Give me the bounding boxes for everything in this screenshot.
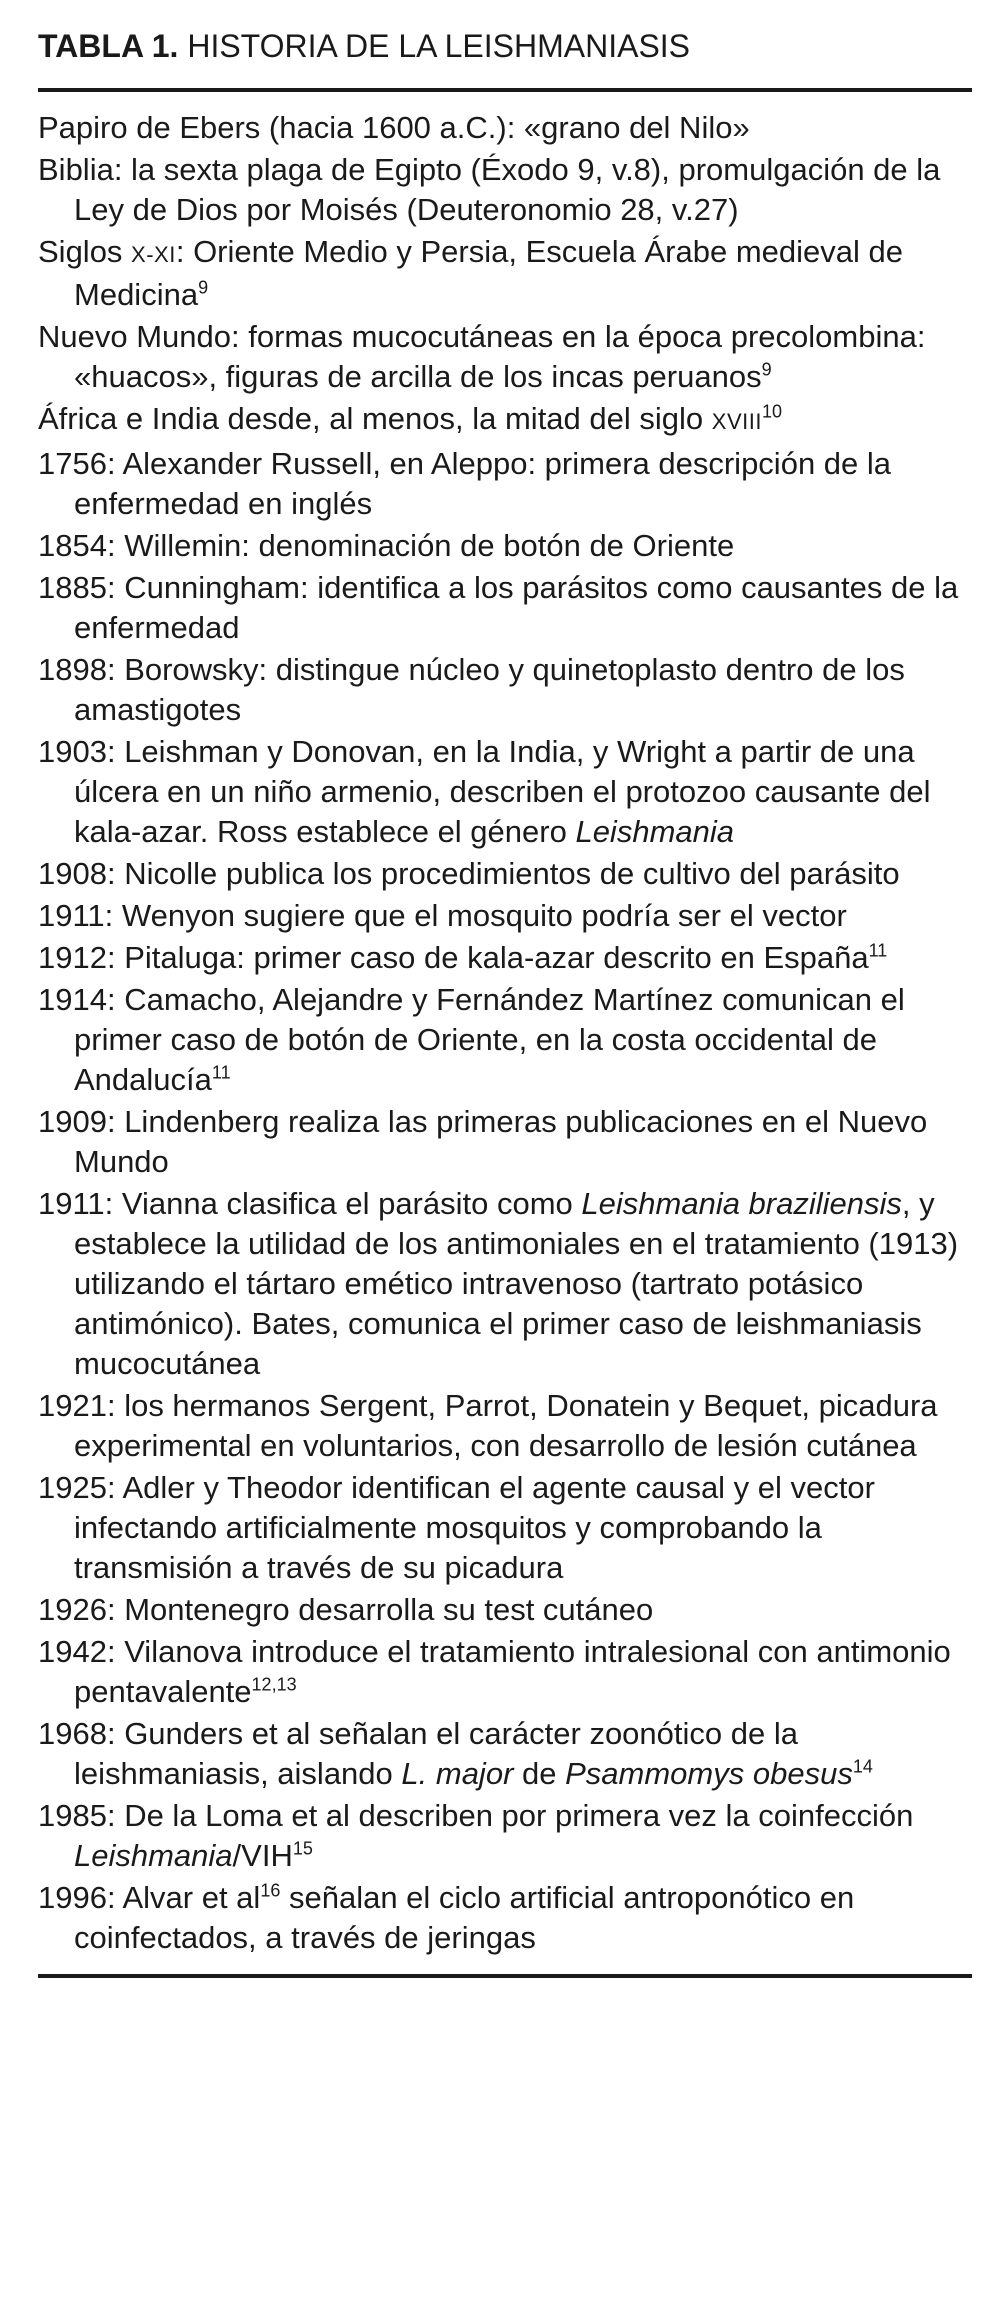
history-entry	[38, 1632, 972, 1712]
entry-text: señalan el ciclo artificial antroponótico en coinfectados, a través de jeringas	[74, 1880, 855, 1955]
history-entry	[38, 1878, 972, 1958]
entry-text: 1854: Willemin: denominación de botón de Oriente	[38, 528, 735, 563]
entry-text: 1909: Lindenberg realiza las primeras publicaciones en el Nuevo Mundo	[38, 1104, 928, 1179]
entry-text: : Oriente Medio y Persia, Escuela Árabe medieval de Medicina	[74, 234, 903, 312]
entry-text: Nuevo Mundo: formas mucocutáneas en la época precolombina: «huacos», figuras de arcilla de los incas peruanos	[38, 319, 926, 394]
entry-text: 1942: Vilanova introduce el tratamiento intralesional con antimonio pentavalente	[38, 1634, 951, 1709]
history-entry	[38, 1386, 972, 1466]
history-entry	[38, 150, 972, 230]
entry-text: , y establece la utilidad de los antimoniales en el tratamiento (1913) utilizando el tártaro emético intravenoso (tartrato potásico antimónico). Bates, comunica el primer caso de leishmaniasis mucocutánea	[74, 1186, 959, 1381]
reference-superscript: 15	[292, 1838, 313, 1859]
table-title-text: HISTORIA DE LA LEISHMANIASIS	[187, 28, 691, 64]
history-entry	[38, 938, 972, 978]
history-entry	[38, 317, 972, 397]
history-table	[38, 22, 972, 1978]
history-entry	[38, 1184, 972, 1384]
reference-superscript: 9	[761, 359, 772, 380]
italic-term: L. major	[401, 1756, 514, 1791]
history-entries	[38, 92, 972, 1978]
history-entry	[38, 232, 972, 315]
entry-text: Biblia: la sexta plaga de Egipto (Éxodo 9, v.8), promulgación de la Ley de Dios por Moisés (Deuteronomio 28, v.27)	[38, 152, 941, 227]
table-label: TABLA 1.	[38, 28, 179, 64]
italic-term: Leishmania	[74, 1838, 233, 1873]
history-entry	[38, 896, 972, 936]
history-entry	[38, 1590, 972, 1630]
entry-text: 1756: Alexander Russell, en Aleppo: primera descripción de la enfermedad en inglés	[38, 446, 892, 521]
entry-text: de	[513, 1756, 566, 1791]
table-title	[38, 22, 972, 92]
italic-term: Psammomys obesus	[565, 1756, 853, 1791]
history-entry	[38, 650, 972, 730]
entry-text: 1926: Montenegro desarrolla su test cutáneo	[38, 1592, 654, 1627]
entry-text: 1921: los hermanos Sergent, Parrot, Donatein y Bequet, picadura experimental en voluntarios, con desarrollo de lesión cutánea	[38, 1388, 938, 1463]
entry-text: 1911: Vianna clasifica el parásito como	[38, 1186, 582, 1221]
entry-text: 1885: Cunningham: identifica a los parásitos como causantes de la enfermedad	[38, 570, 959, 645]
history-entry	[38, 854, 972, 894]
entry-text: 1908: Nicolle publica los procedimientos de cultivo del parásito	[38, 856, 900, 891]
history-entry	[38, 1796, 972, 1876]
italic-term: Leishmania	[575, 814, 734, 849]
reference-superscript: 16	[260, 1880, 281, 1901]
entry-text: África e India desde, al menos, la mitad del siglo	[38, 401, 712, 436]
reference-superscript: 12,13	[251, 1674, 297, 1695]
history-entry	[38, 1102, 972, 1182]
history-entry	[38, 399, 972, 442]
entry-text: 1914: Camacho, Alejandre y Fernández Martínez comunican el primer caso de botón de Oriente, en la costa occidental de Andalucía	[38, 982, 905, 1097]
history-entry	[38, 732, 972, 852]
italic-term: Leishmania braziliensis	[581, 1186, 902, 1221]
history-entry	[38, 444, 972, 524]
reference-superscript: 11	[868, 940, 888, 961]
entry-text: Siglos	[38, 234, 132, 269]
history-entry	[38, 568, 972, 648]
entry-text: 1968: Gunders et al señalan el carácter zoonótico de la leishmaniasis, aislando	[38, 1716, 798, 1791]
reference-superscript: 9	[198, 277, 209, 298]
history-entry	[38, 108, 972, 148]
history-entry	[38, 1468, 972, 1588]
century-numeral: X-XI	[131, 242, 176, 267]
reference-superscript: 14	[852, 1756, 873, 1777]
history-entry	[38, 1714, 972, 1794]
entry-text: 1903: Leishman y Donovan, en la India, y Wright a partir de una úlcera en un niño armenio, describen el protozoo causante del kala-azar. Ross establece el género	[38, 734, 931, 849]
entry-text: 1996: Alvar et al	[38, 1880, 261, 1915]
reference-superscript: 11	[211, 1062, 231, 1083]
entry-text: 1912: Pitaluga: primer caso de kala-azar descrito en España	[38, 940, 869, 975]
reference-superscript: 10	[761, 401, 782, 422]
entry-text: 1898: Borowsky: distingue núcleo y quinetoplasto dentro de los amastigotes	[38, 652, 905, 727]
entry-text: Papiro de Ebers (hacia 1600 a.C.): «grano del Nilo»	[38, 110, 750, 145]
entry-text: 1985: De la Loma et al describen por primera vez la coinfección	[38, 1798, 914, 1833]
century-numeral: XVIII	[711, 409, 762, 434]
history-entry	[38, 980, 972, 1100]
history-entry	[38, 526, 972, 566]
entry-text: 1911: Wenyon sugiere que el mosquito podría ser el vector	[38, 898, 847, 933]
entry-text: 1925: Adler y Theodor identifican el agente causal y el vector infectando artificialmente mosquitos y comprobando la transmisión a través de su picadura	[38, 1470, 875, 1585]
entry-text: /VIH	[232, 1838, 293, 1873]
